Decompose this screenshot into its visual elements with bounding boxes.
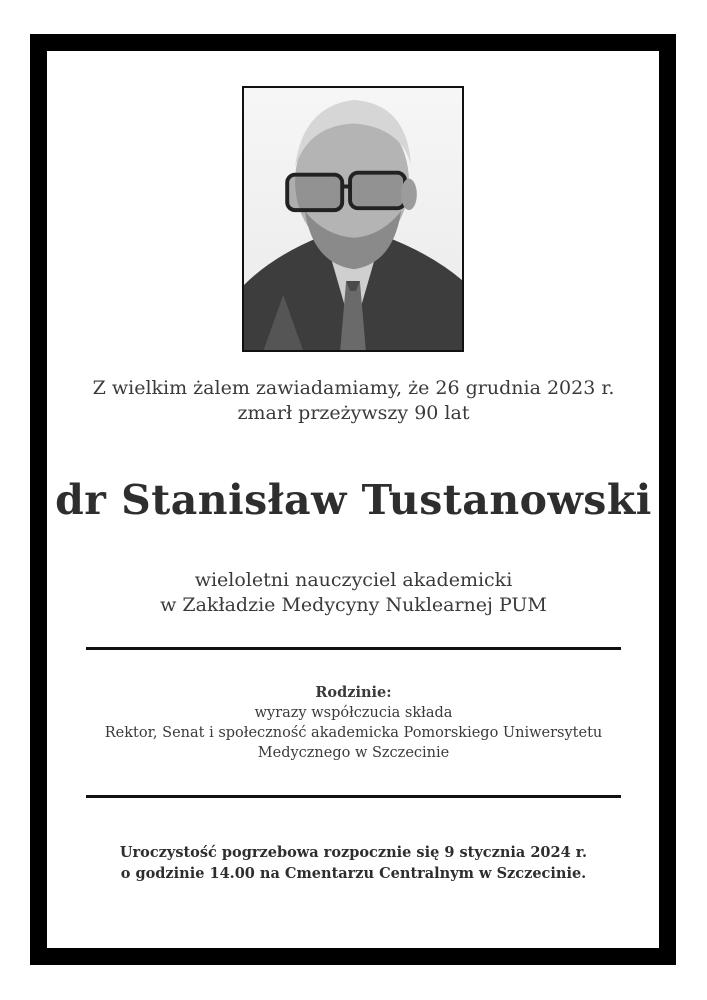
- intro-line-1: Z wielkim żalem zawiadamiamy, że 26 grudnia 2023 r.: [92, 377, 615, 399]
- divider-bottom: [86, 795, 621, 798]
- intro-line-2: zmarł przeżywszy 90 lat: [237, 402, 470, 424]
- condolences-line-3: Medycznego w Szczecinie: [257, 745, 450, 761]
- condolences-line-2: Rektor, Senat i społeczność akademicka Pomorskiego Uniwersytetu: [104, 725, 603, 741]
- condolences-heading: Rodzinie:: [315, 684, 392, 701]
- funeral-line-2: o godzinie 14.00 na Cmentarzu Centralnym w Szczecinie.: [120, 865, 587, 882]
- role-line-1: wieloletni nauczyciel akademicki: [194, 569, 513, 591]
- funeral-info: [0, 842, 707, 884]
- funeral-line-1: Uroczystość pogrzebowa rozpocznie się 9 stycznia 2024 r.: [119, 844, 588, 861]
- portrait-photo: [242, 86, 464, 352]
- divider-top: [86, 647, 621, 650]
- condolences-line-1: wyrazy współczucia składa: [254, 705, 453, 721]
- condolences-text: [0, 683, 707, 763]
- deceased-name: dr Stanisław Tustanowski: [55, 476, 652, 524]
- role-line-2: w Zakładzie Medycyny Nuklearnej PUM: [160, 594, 547, 616]
- role-text: [0, 568, 707, 618]
- intro-text: [0, 376, 707, 426]
